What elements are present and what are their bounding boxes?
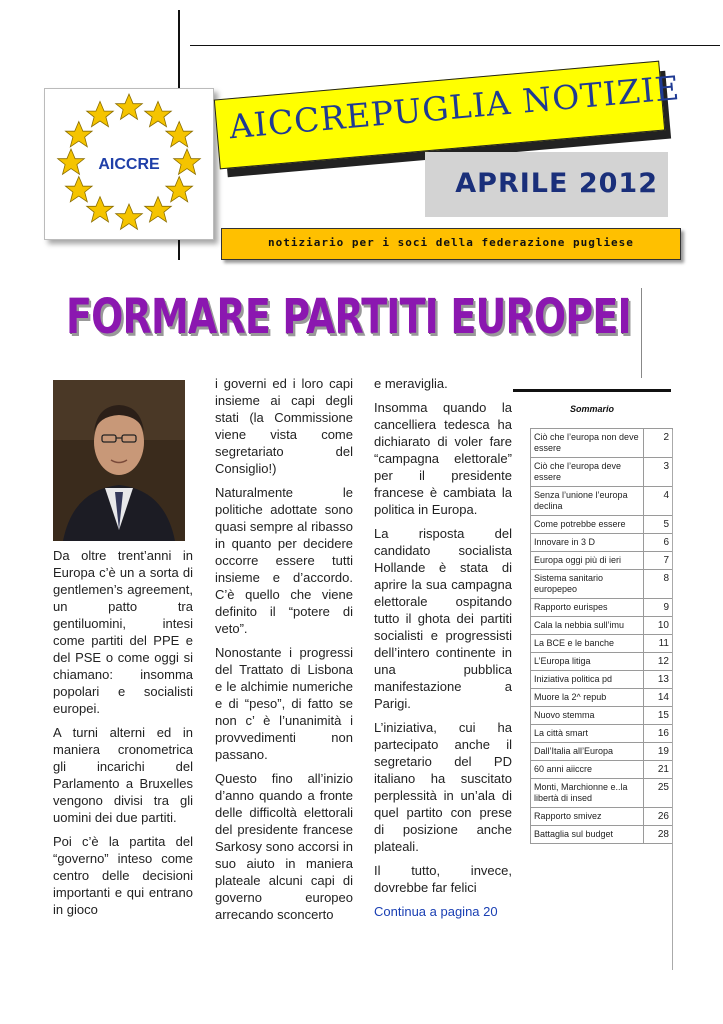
sommario-row[interactable] <box>531 570 673 599</box>
sommario-item-page: 16 <box>644 725 673 743</box>
author-photo <box>53 380 185 541</box>
article-paragraph: Da oltre trent’anni in Europa c’è un a sorta di gentlemen’s agreement, un patto tra gentiluomini, intesi come partiti del PPE e del PSE o come oggi si chiamano: insomma popolari e socialisti europei. <box>53 548 193 716</box>
tagline-text: notiziario per i soci della federazione pugliese <box>268 236 634 249</box>
sommario-item-label: Senza l’unione l’europa declina <box>531 487 644 516</box>
logo-star-icon <box>66 122 93 147</box>
sommario-item-label: Innovare in 3 D <box>531 534 644 552</box>
sommario-row[interactable] <box>531 761 673 779</box>
sommario-item-page: 2 <box>644 429 673 458</box>
logo-star-icon <box>166 122 193 147</box>
sommario-item-page: 12 <box>644 653 673 671</box>
sommario-item-label: Dall’Italia all’Europa <box>531 743 644 761</box>
sommario-item-page: 9 <box>644 599 673 617</box>
article-paragraph: i governi ed i loro capi insieme ai capi degli stati (la Commissione viene vista come segretariato del Consiglio!) <box>215 376 353 476</box>
logo-star-icon <box>87 197 114 222</box>
sommario-item-label: 60 anni aiiccre <box>531 761 644 779</box>
aiccre-logo <box>44 88 214 240</box>
article-paragraph: L’iniziativa, cui ha partecipato anche il segretario del PD italiano ha suscitato perplessità in un’ala di quel partito con prese di posizione anche plateali. <box>374 720 512 854</box>
logo-text: AICCRE <box>98 156 160 173</box>
stars-circle-icon <box>45 89 213 239</box>
sommario-row[interactable] <box>531 826 673 844</box>
article-column-2 <box>215 375 353 930</box>
sommario-row[interactable] <box>531 429 673 458</box>
sommario-row[interactable] <box>531 707 673 725</box>
headline: FORMARE PARTITI EUROPEI <box>66 289 631 345</box>
sommario-row[interactable] <box>531 779 673 808</box>
sommario-row[interactable] <box>531 635 673 653</box>
continue-link[interactable]: Continua a pagina 20 <box>374 904 498 919</box>
logo-star-icon <box>87 101 114 126</box>
sommario-row[interactable] <box>531 725 673 743</box>
sommario-item-label: La città smart <box>531 725 644 743</box>
sommario-row[interactable] <box>531 458 673 487</box>
sommario-item-page: 28 <box>644 826 673 844</box>
sommario-item-page: 26 <box>644 808 673 826</box>
sommario-item-page: 6 <box>644 534 673 552</box>
sommario-item-label: Monti, Marchionne e..la libertà di insed <box>531 779 644 808</box>
issue-date-box <box>425 152 668 217</box>
decorative-horizontal-line <box>190 45 720 46</box>
sommario-title: Sommario <box>569 404 614 414</box>
sommario-item-label: Iniziativa politica pd <box>531 671 644 689</box>
sommario-row[interactable] <box>531 516 673 534</box>
sommario-item-page: 21 <box>644 761 673 779</box>
sommario-item-label: Rapporto eurispes <box>531 599 644 617</box>
sommario-right-rule <box>672 430 673 970</box>
sommario-item-page: 14 <box>644 689 673 707</box>
sommario-row[interactable] <box>531 689 673 707</box>
newsletter-title: AICCREPUGLIA NOTIZIE <box>227 68 682 147</box>
sommario-item-label: Muore la 2^ repub <box>531 689 644 707</box>
sommario-item-page: 3 <box>644 458 673 487</box>
issue-date: APRILE 2012 <box>455 168 658 199</box>
sommario-row[interactable] <box>531 534 673 552</box>
sommario-item-page: 4 <box>644 487 673 516</box>
logo-star-icon <box>116 94 143 119</box>
sommario-item-label: Nuovo stemma <box>531 707 644 725</box>
sommario-item-page: 13 <box>644 671 673 689</box>
sommario-item-label: Come potrebbe essere <box>531 516 644 534</box>
logo-star-icon <box>166 177 193 202</box>
logo-star-icon <box>174 149 201 174</box>
article-paragraph: Nonostante i progressi del Trattato di Lisbona e le alchimie numeriche e di “peso”, di fatto se non c’ è l’unanimità i provvedimenti non passano. <box>215 645 353 762</box>
sommario-row[interactable] <box>531 653 673 671</box>
logo-star-icon <box>66 177 93 202</box>
article-paragraph: La risposta del candidato socialista Hollande è stata di aprire la sua campagna elettorale ospitando tutto il ghota dei partiti socialisti e progressisti dell’intero continente in una pubblica manifestazione a Parigi. <box>374 526 512 711</box>
sommario-top-rule <box>513 389 671 392</box>
sommario-item-page: 25 <box>644 779 673 808</box>
article-paragraph: Il tutto, invece, dovrebbe far felici <box>374 863 512 895</box>
sommario-item-label: Europa oggi più di ieri <box>531 552 644 570</box>
sommario-item-page: 5 <box>644 516 673 534</box>
logo-star-icon <box>116 204 143 229</box>
article-paragraph: e meraviglia. <box>374 376 448 391</box>
article-paragraph: Naturalmente le politiche adottate sono quasi sempre al ribasso in quanto per decidere occorre essere tutti insieme e d’accordo. C’è quello che viene definito il “potere di veto”. <box>215 485 353 636</box>
sommario-row[interactable] <box>531 808 673 826</box>
sommario-row[interactable] <box>531 487 673 516</box>
article-paragraph: Poi c’è la partita del “governo” inteso come centro delle decisioni importanti e qui entrano in gioco <box>53 834 193 917</box>
logo-star-icon <box>58 149 85 174</box>
sommario-item-label: Cala la nebbia sull’imu <box>531 617 644 635</box>
logo-star-icon <box>145 197 172 222</box>
sommario-item-page: 19 <box>644 743 673 761</box>
sommario-item-label: Ciò che l’europa non deve essere <box>531 429 644 458</box>
sommario-item-label: Sistema sanitario europepeo <box>531 570 644 599</box>
article-paragraph: Insomma quando la cancelliera tedesca ha dichiarato di voler fare “campagna elettorale” per il presidente francese è cambiata la politica in Europa. <box>374 400 512 517</box>
article-column-3 <box>374 375 512 927</box>
sommario-item-label: Ciò che l’europa deve essere <box>531 458 644 487</box>
article-paragraph: A turni alterni ed in maniera cronometrica gli incarichi del Parlamento a Bruxelles vengono divisi tra gli uomini dei due partiti. <box>53 725 193 825</box>
sommario-item-label: La BCE e le banche <box>531 635 644 653</box>
sommario-item-page: 8 <box>644 570 673 599</box>
sommario-row[interactable] <box>531 617 673 635</box>
sommario-item-page: 15 <box>644 707 673 725</box>
sommario-row[interactable] <box>531 599 673 617</box>
sommario-table <box>530 428 673 844</box>
sommario-item-label: Battaglia sul budget <box>531 826 644 844</box>
sommario-item-page: 10 <box>644 617 673 635</box>
sommario-item-page: 7 <box>644 552 673 570</box>
article-column-1 <box>53 547 193 925</box>
article-paragraph: Questo fino all’inizio d’anno quando a fronte delle difficoltà elettorali del presidente francese Sarkosy sono accorsi in suo aiuto in maniera plateale alcuni capi di governo europeo arrecando sconcerto <box>215 771 353 922</box>
sommario-row[interactable] <box>531 552 673 570</box>
logo-star-icon <box>145 101 172 126</box>
portrait-image <box>53 380 185 541</box>
tagline-bar <box>221 228 681 260</box>
sommario-row[interactable] <box>531 743 673 761</box>
sommario-row[interactable] <box>531 671 673 689</box>
sommario-item-page: 11 <box>644 635 673 653</box>
decorative-right-line <box>641 288 642 378</box>
sommario-item-label: L’Europa litiga <box>531 653 644 671</box>
sommario-item-label: Rapporto smivez <box>531 808 644 826</box>
